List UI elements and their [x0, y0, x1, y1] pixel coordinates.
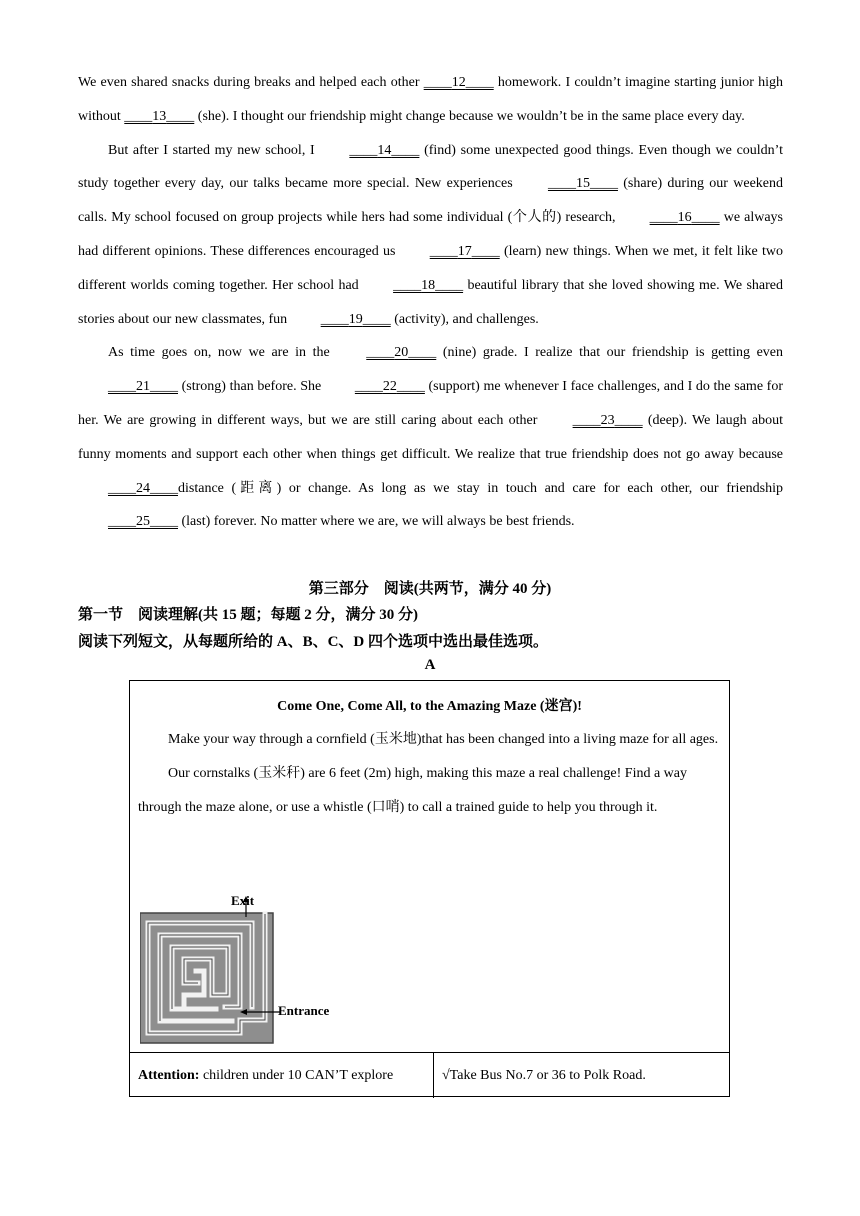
blank-12[interactable]: ____12____ — [423, 75, 494, 90]
blank-15[interactable]: ____15____ — [547, 176, 618, 192]
blank-22[interactable]: ____22____ — [354, 379, 425, 395]
section-subtitle: 第一节 阅读理解(共 15 题；每题 2 分，满分 30 分) — [78, 607, 418, 623]
blank-13[interactable]: ____13____ — [124, 108, 195, 124]
maze-advert-box — [129, 680, 730, 1097]
blank-18[interactable]: ____18____ — [393, 277, 464, 293]
blank-17[interactable]: ____17____ — [429, 243, 500, 259]
blank-23[interactable]: ____23____ — [572, 412, 643, 428]
paragraph-3: As time goes on, now we are in the ____20____ (nine) grade. I realize that our friendship is getting even ____21____ (strong) than before. She ____22____ (support) me whenever I face challenges, and I do the same for her. We are growing in different ways, but we are still caring about each other ____23____ (deep). We laugh about funny moments and support each other when things get difficult. We realize that true friendship does not go away because ____24____distance (距离) or change. As long as we stay in touch and care for each other, our friendship ____25____ (last) forever. No matter where we are, we will always be best friends. — [78, 336, 783, 539]
blank-20[interactable]: ____20____ — [366, 345, 437, 361]
advert-title: Come One, Come All, to the Amazing Maze (迷宫)! — [277, 699, 582, 714]
attention-cell — [130, 1053, 434, 1098]
section-title: 第三部分 阅读(共两节，满分 40 分) — [308, 581, 552, 597]
attention-text: children under 10 CAN’T explore — [199, 1067, 394, 1083]
blank-16[interactable]: ____16____ — [649, 210, 720, 226]
cloze-passage — [78, 66, 783, 539]
advert-footer — [130, 1052, 729, 1098]
bus-cell — [434, 1053, 646, 1098]
exit-label: Exit — [231, 895, 255, 908]
passage-letter: A — [424, 657, 436, 673]
advert-paragraph-1: Make your way through a cornfield (玉米地)that has been changed into a living maze for all ages. — [168, 732, 719, 747]
blank-24[interactable]: ____24____ — [108, 480, 178, 496]
paragraph-2: But after I started my new school, I ____14____ (find) some unexpected good things. Even though we couldn’t study together every day, our talks became more special. New experiences ____15____ (share) during our weekend calls. My school focused on group projects while hers had some individual (个人的) research, ____16____ we always had different opinions. These differences encouraged us ____17____ (learn) new things. When we met, it felt like two different worlds coming together. Her school had ____18____ beautiful library that she loved showing me. We shared stories about our new classmates, fun ____19____ (activity), and challenges. — [78, 134, 783, 337]
bus-text: √Take Bus No.7 or 36 to Polk Road. — [442, 1067, 646, 1083]
section-instruction: 阅读下列短文，从每题所给的 A、B、C、D 四个选项中选出最佳选项。 — [78, 634, 549, 650]
maze-map-image — [140, 913, 273, 1043]
blank-21[interactable]: ____21____ — [108, 379, 178, 395]
attention-label: Attention: — [138, 1067, 200, 1083]
advert-paragraph-2: Our cornstalks (玉米秆) are 6 feet (2m) high, making this maze a real challenge! Find a way through the maze alone, or use a whistle (口哨) to call a trained guide to help you through it. — [138, 766, 687, 815]
blank-25[interactable]: ____25____ — [108, 514, 178, 530]
maze-diagram — [140, 895, 350, 1045]
blank-14[interactable]: ____14____ — [349, 142, 420, 158]
entrance-label: Entrance — [278, 1003, 330, 1018]
blank-19[interactable]: ____19____ — [320, 311, 391, 327]
paragraph-1: We even shared snacks during breaks and helped each other ____12____ homework. I couldn’t imagine starting junior high without ____13____ (she). I thought our friendship might change because we wouldn’t be in the same place every day. — [78, 66, 783, 134]
advert-text — [138, 723, 723, 825]
